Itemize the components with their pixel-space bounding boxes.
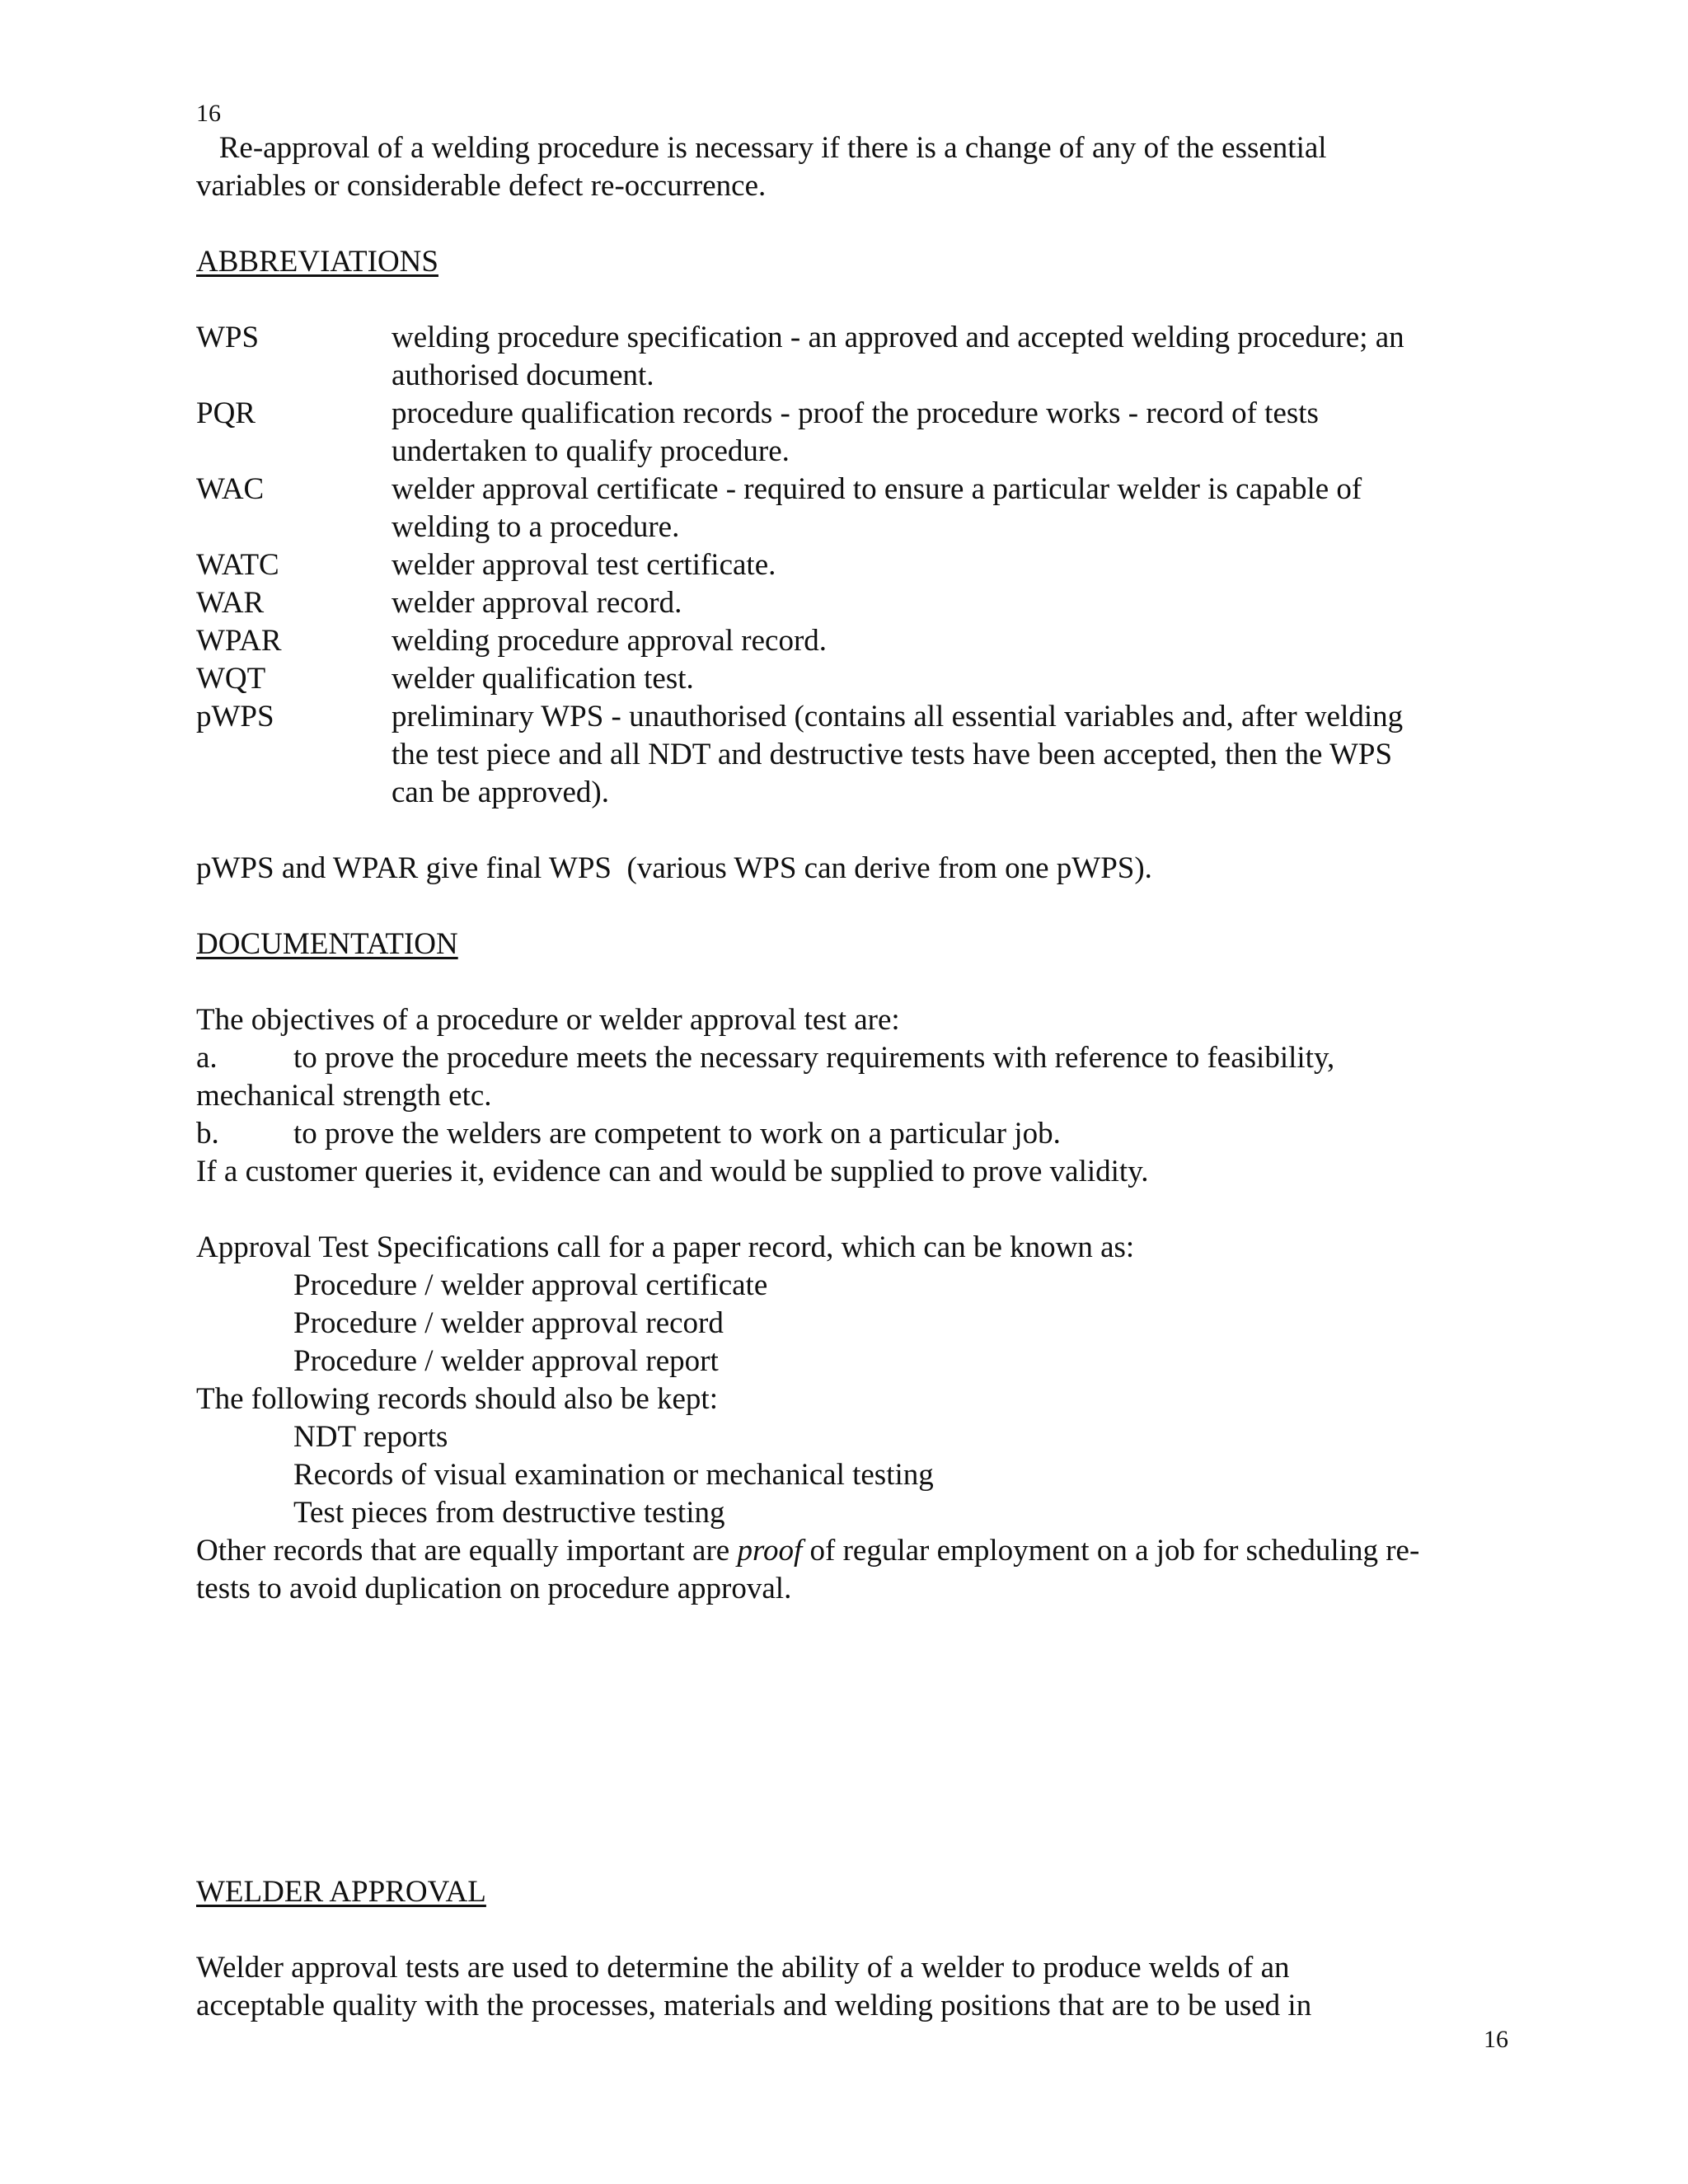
abbr-definition: [392, 584, 1515, 622]
abbreviations-heading: ABBREVIATIONS: [196, 245, 438, 279]
abbr-definition: [392, 546, 1515, 584]
abbr-row-pqr: [196, 395, 1515, 471]
welder-approval-line-1: Welder approval tests are used to determine the ability of a welder to produce welds of an: [196, 1951, 1290, 1985]
list-item-b: [196, 1115, 1515, 1153]
abbreviations-note: pWPS and WPAR give final WPS (various WPS can derive from one pWPS).: [196, 851, 1152, 885]
text-run: of regular employment on a job for scheduling re-: [802, 1534, 1420, 1568]
list-item-text: to prove the welders are competent to work on a particular job.: [293, 1117, 1061, 1151]
intro-line-2: variables or considerable defect re-occurrence.: [196, 169, 767, 203]
abbr-definition: [392, 622, 1515, 660]
objectives-intro: The objectives of a procedure or welder approval test are:: [196, 1003, 900, 1037]
welder-approval-heading: WELDER APPROVAL: [196, 1875, 486, 1909]
abbr-definition: [392, 698, 1515, 812]
documentation-heading: DOCUMENTATION: [196, 927, 458, 961]
abbr-def-line: the test piece and all NDT and destructive tests have been accepted, then the WPS: [392, 738, 1393, 771]
approval-record-item: Procedure / welder approval record: [293, 1306, 724, 1340]
document-body: [196, 129, 1515, 2025]
abbr-def-line: welding to a procedure.: [392, 510, 680, 544]
abbr-term: WAC: [196, 472, 265, 506]
text-run: Other records that are equally important are: [196, 1534, 738, 1568]
abbr-def-line: can be approved).: [392, 776, 610, 809]
emphasis-text: proof: [737, 1534, 803, 1568]
abbr-def-line: welder approval test certificate.: [392, 548, 776, 582]
abbr-term: WATC: [196, 548, 279, 582]
abbr-term: WQT: [196, 662, 266, 696]
page-number-bottom: 16: [1484, 2026, 1508, 2053]
other-records-line-2: tests to avoid duplication on procedure approval.: [196, 1572, 792, 1605]
abbr-term: WAR: [196, 586, 265, 620]
kept-intro: The following records should also be kept:: [196, 1382, 718, 1416]
abbr-term: WPAR: [196, 624, 282, 658]
abbreviations-list: [196, 319, 1515, 812]
list-item-a: [196, 1039, 1515, 1077]
welder-approval-line-2: acceptable quality with the processes, materials and welding positions that are to be used in: [196, 1989, 1312, 2022]
abbr-definition: [392, 395, 1515, 471]
kept-record-item: Test pieces from destructive testing: [293, 1496, 725, 1530]
approval-record-item: Procedure / welder approval report: [293, 1344, 719, 1378]
abbr-row-wqt: [196, 660, 1515, 698]
kept-record-item: Records of visual examination or mechanical testing: [293, 1458, 934, 1492]
abbr-def-line: welding procedure approval record.: [392, 624, 828, 658]
abbr-term: WPS: [196, 321, 260, 354]
abbr-row-wpar: [196, 622, 1515, 660]
abbr-definition: [392, 319, 1515, 395]
abbr-def-line: welder approval record.: [392, 586, 682, 620]
abbr-row-war: [196, 584, 1515, 622]
approval-intro: Approval Test Specifications call for a paper record, which can be known as:: [196, 1230, 1135, 1264]
abbr-row-wac: [196, 471, 1515, 546]
abbr-row-watc: [196, 546, 1515, 584]
abbr-def-line: authorised document.: [392, 359, 654, 392]
abbr-def-line: welder qualification test.: [392, 662, 694, 696]
abbr-def-line: undertaken to qualify procedure.: [392, 434, 790, 468]
abbr-term: PQR: [196, 396, 256, 430]
intro-line-1: Re-approval of a welding procedure is necessary if there is a change of any of the essential: [196, 131, 1327, 165]
abbr-def-line: procedure qualification records - proof the procedure works - record of tests: [392, 396, 1319, 430]
list-marker: b.: [196, 1117, 219, 1151]
abbr-definition: [392, 471, 1515, 546]
list-marker: a.: [196, 1041, 218, 1075]
other-records-line: [196, 1532, 1515, 1570]
abbr-row-pwps: [196, 698, 1515, 812]
list-item-a-continuation: mechanical strength etc.: [196, 1079, 492, 1113]
kept-record-item: NDT reports: [293, 1420, 448, 1454]
approval-record-item: Procedure / welder approval certificate: [293, 1268, 768, 1302]
abbr-term: pWPS: [196, 700, 274, 733]
customer-line: If a customer queries it, evidence can and would be supplied to prove validity.: [196, 1155, 1149, 1188]
page-number-top: 16: [196, 100, 221, 127]
abbr-def-line: preliminary WPS - unauthorised (contains all essential variables and, after welding: [392, 700, 1404, 733]
abbr-definition: [392, 660, 1515, 698]
abbr-row-wps: [196, 319, 1515, 395]
abbr-def-line: welding procedure specification - an approved and accepted welding procedure; an: [392, 321, 1404, 354]
abbr-def-line: welder approval certificate - required to ensure a particular welder is capable of: [392, 472, 1362, 506]
list-item-text: to prove the procedure meets the necessary requirements with reference to feasibility,: [293, 1041, 1335, 1075]
